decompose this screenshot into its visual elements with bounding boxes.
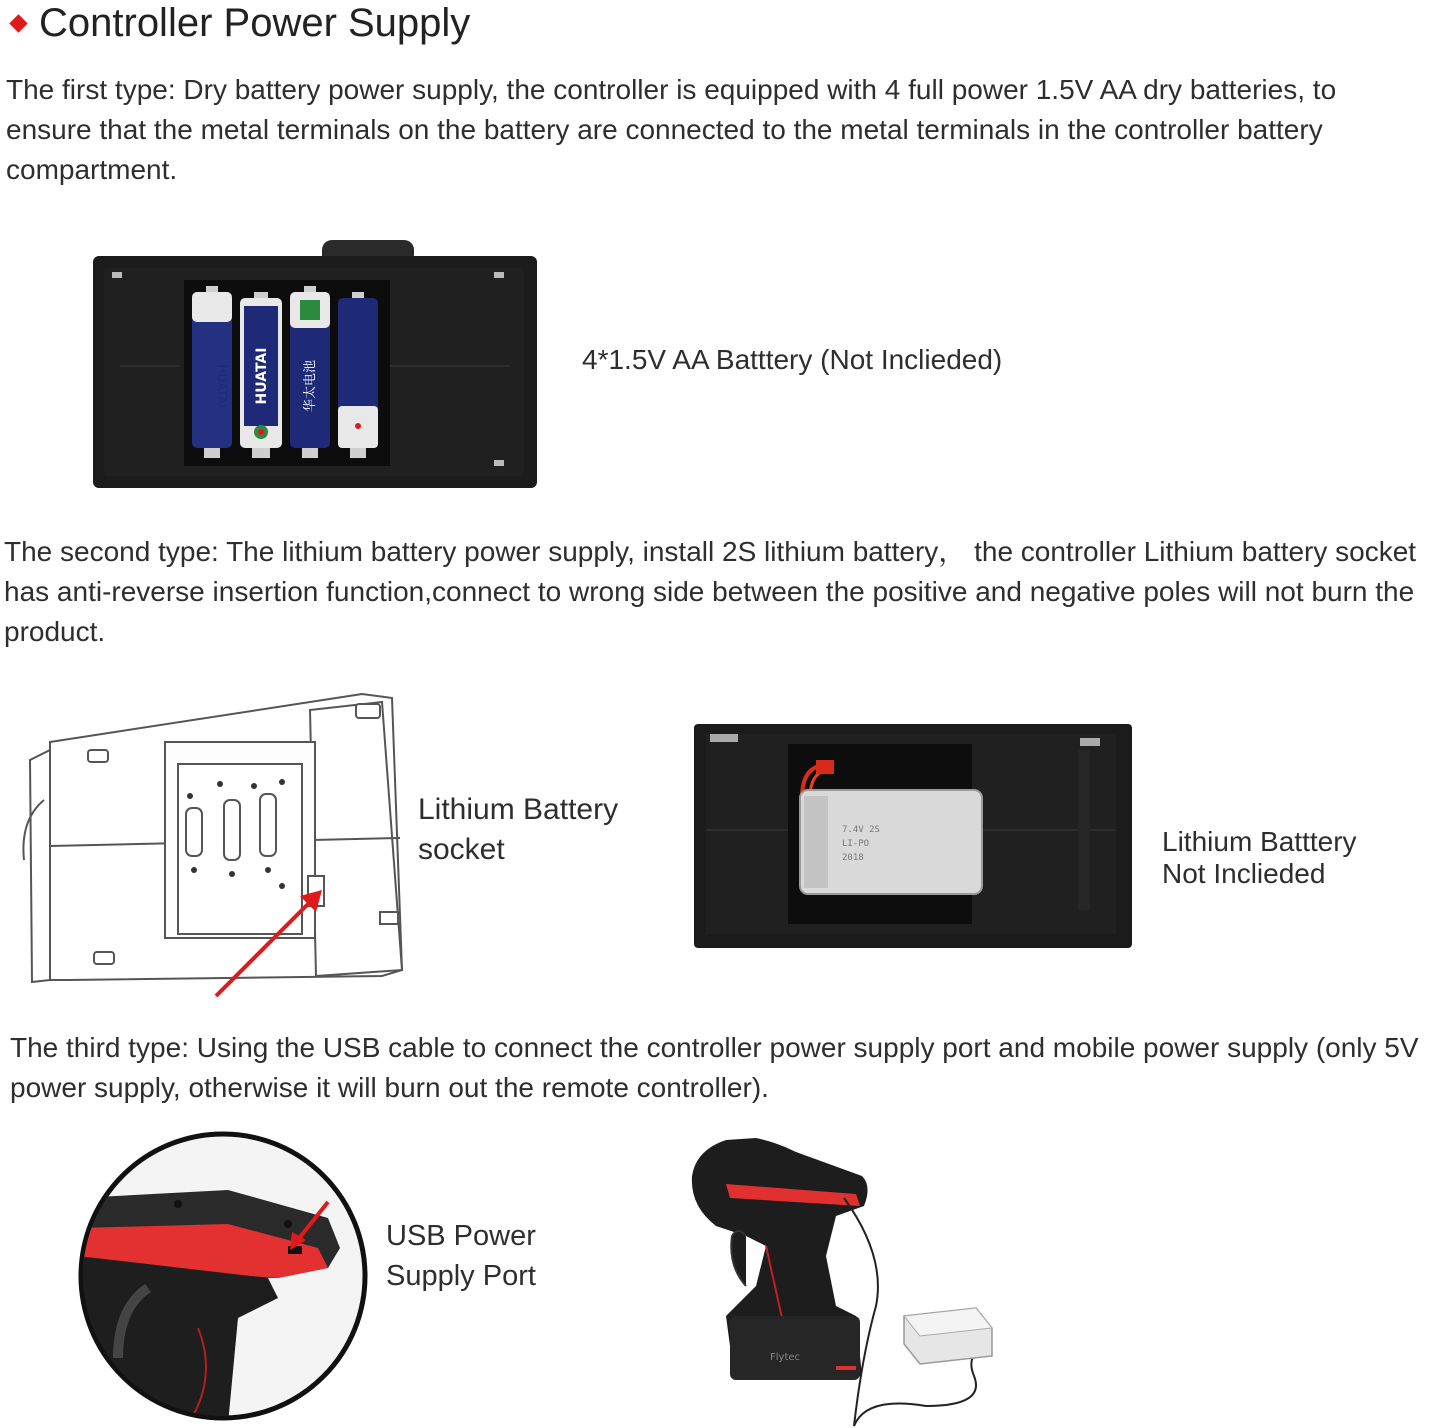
page-title-text: Controller Power Supply <box>39 1 471 45</box>
lithium-socket-drawing <box>10 690 410 1000</box>
aa-battery <box>338 292 378 458</box>
usb-port-caption: USB Power Supply Port <box>386 1220 536 1292</box>
battery-brand-label: 华太电池 <box>303 359 318 413</box>
first-type-paragraph: The first type: Dry battery power supply, the controller is equipped with 4 full power 1.5V AA dry batteries, to ensure that the metal terminals on the battery are connected to the metal terminals in the controller battery compartment. <box>6 74 1337 185</box>
third-type-paragraph: The third type: Using the USB cable to connect the controller power supply port and mobile power supply (only 5V power supply, otherwise it will burn out the remote controller). <box>10 1032 1419 1103</box>
aa-battery-caption: 4*1.5V AA Batttery (Not Inclieded) <box>582 344 1003 375</box>
lithium-battery-caption: Lithium Batttery Not Inclieded <box>1162 826 1357 889</box>
second-type-paragraph: The second type: The lithium battery power supply, install 2S lithium battery， the controller Lithium battery socket has anti-reverse insertion function,connect to wrong side between the positive and negative poles will not burn the product. <box>4 536 1417 647</box>
diamond-bullet-icon <box>9 14 27 32</box>
lithium-socket-caption: Lithium Battery socket <box>418 793 619 866</box>
page-title <box>6 0 470 46</box>
svg-text:7.4V 2S: 7.4V 2S <box>842 825 880 835</box>
controller-with-power-bank-image <box>686 1136 1028 1426</box>
battery-brand-label: HUATAI <box>215 364 229 408</box>
svg-text:LI-PO: LI-PO <box>842 839 870 849</box>
svg-text:2018: 2018 <box>842 853 864 863</box>
lithium-battery-compartment-image <box>692 720 1134 952</box>
aa-battery-compartment-image <box>90 236 540 492</box>
svg-text:Flytec: Flytec <box>770 1352 801 1363</box>
battery-brand-label: HUATAI <box>254 347 270 405</box>
usb-port-closeup-image <box>78 1128 368 1424</box>
